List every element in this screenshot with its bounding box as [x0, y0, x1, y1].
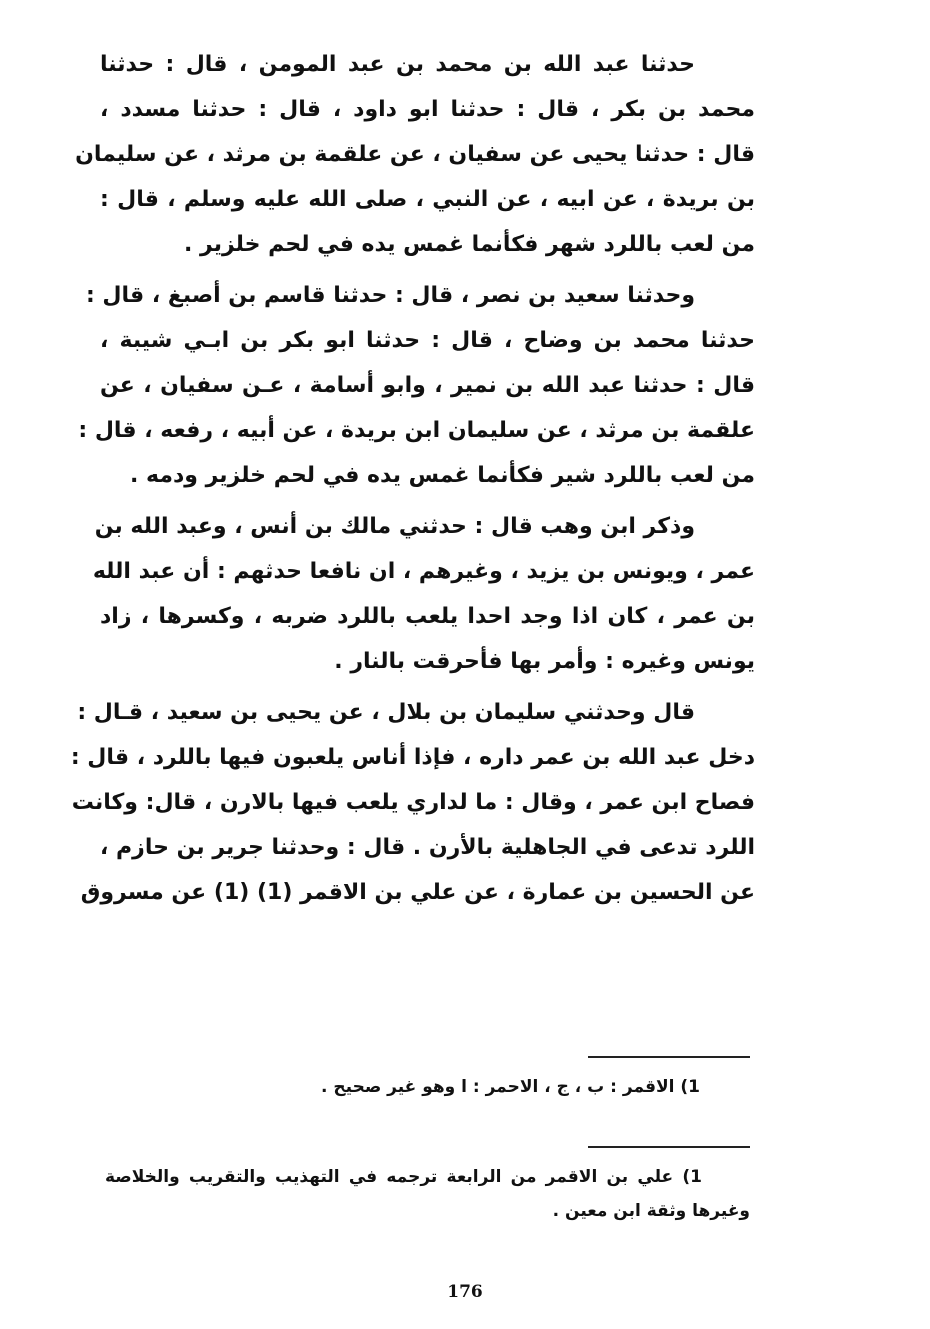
text-line: بن بريدة ، عن ابيه ، عن النبي ، صلى الله عليه وسلم ، قال : [100, 187, 755, 212]
text-line: قال : حدثنا عبد الله بن نمير ، وابو أسامة ، عـن سفيان ، عن [100, 373, 755, 398]
text-line: دخل عبد الله بن عمر داره ، فإذا أناس يلعبون فيها باللرد ، قال : [70, 745, 755, 770]
paragraph-2 [78, 273, 755, 498]
paragraph-1 [75, 42, 755, 267]
text-line: بن عمر ، كان اذا وجد احدا يلعب باللرد ضربه ، وكسرها ، زاد [100, 604, 755, 629]
footnote-separator [588, 1056, 750, 1058]
text-line: عمر ، ويونس بن يزيد ، وغيرهم ، ان نافعا حدثهم : أن عبد الله [92, 559, 755, 584]
text-line: من لعب باللرد شهر فكأنما غمس يده في لحم خلزير . [184, 232, 755, 257]
main-text [70, 42, 755, 921]
footnote-separator [588, 1146, 750, 1148]
footnote-variant: 1) الاقمر : ب ، ج ، الاحمر : ا وهو غير صحيح . [321, 1077, 700, 1097]
text-line: فصاح ابن عمر ، وقال : ما لداري يلعب فيها بالارن ، قال: وكانت [71, 790, 755, 815]
text-line: وذكر ابن وهب قال : حدثني مالك بن أنس ، وعبد الله بن [94, 514, 695, 539]
footnote-biography [105, 1160, 750, 1228]
text-line: يونس وغيره : وأمر بها فأحرقت بالنار . [334, 649, 755, 674]
text-line: اللرد تدعى في الجاهلية بالأرن . قال : وحدثنا جرير بن حازم ، [100, 835, 755, 860]
footnote-line: وغيرها وثقة ابن معين . [552, 1201, 750, 1221]
page-number: 176 [447, 1282, 483, 1302]
text-line: حدثنا عبد الله بن محمد بن عبد المومن ، قال : حدثنا [100, 52, 695, 77]
paragraph-3 [92, 504, 755, 684]
paragraph-4 [70, 690, 755, 915]
text-line: محمد بن بكر ، قال : حدثنا ابو داود ، قال : حدثنا مسدد ، [100, 97, 755, 122]
text-line: قال : حدثنا يحيى عن سفيان ، عن علقمة بن مرثد ، عن سليمان [75, 142, 755, 167]
text-line: عن الحسين بن عمارة ، عن علي بن الاقمر (1) (1) عن مسروق [80, 880, 755, 905]
text-line: حدثنا محمد بن وضاح ، قال : حدثنا ابو بكر بن ابـي شيبة ، [100, 328, 755, 353]
text-line: قال وحدثني سليمان بن بلال ، عن يحيى بن سعيد ، قـال : [77, 700, 695, 725]
text-line: علقمة بن مرثد ، عن سليمان ابن بريدة ، عن أبيه ، رفعه ، قال : [78, 418, 755, 443]
text-line: وحدثنا سعيد بن نصر ، قال : حدثنا قاسم بن أصبغ ، قال : [85, 283, 695, 308]
footnote-line: 1) علي بن الاقمر من الرابعة ترجمه في التهذيب والتقريب والخلاصة [105, 1167, 702, 1187]
text-line: من لعب باللرد شير فكأنما غمس يده في لحم خلزير ودمه . [129, 463, 755, 488]
